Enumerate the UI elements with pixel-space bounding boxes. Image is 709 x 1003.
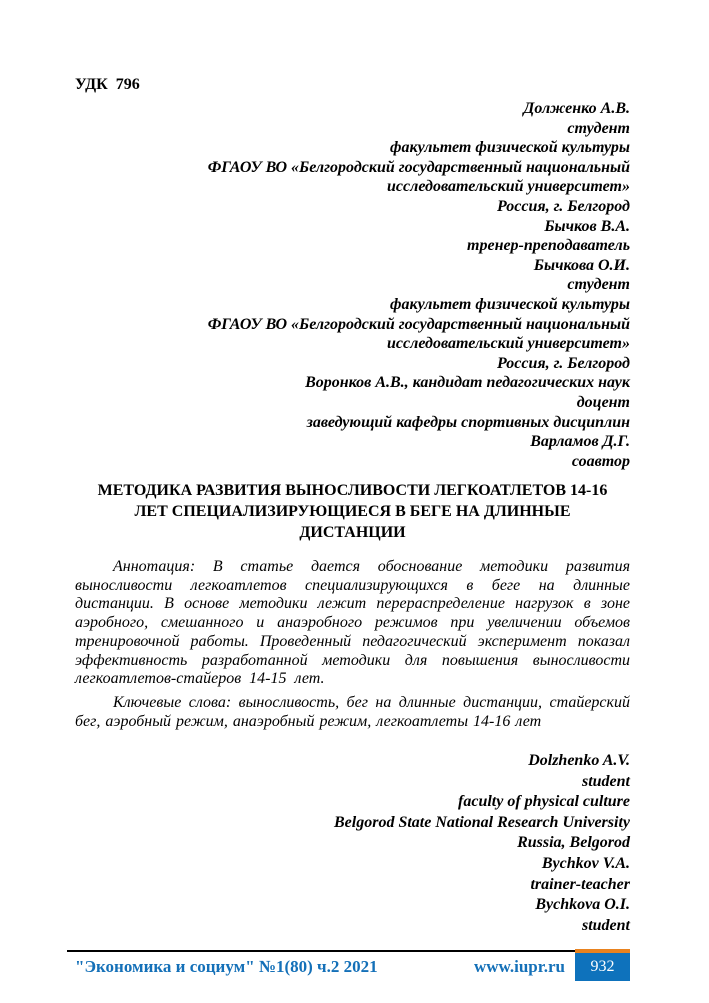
author-line: ФГАОУ ВО «Белгородский государственный национальный (207, 158, 630, 176)
author-line-en: faculty of physical culture (458, 793, 630, 811)
author-line: ФГАОУ ВО «Белгородский государственный национальный (207, 315, 630, 333)
udc-label: УДК 796 (75, 76, 140, 93)
author-line-en: Belgorod State National Research University (334, 813, 630, 831)
author-line: доцент (576, 393, 630, 411)
author-line: студент (567, 276, 630, 294)
authors-block-ru (75, 99, 630, 471)
footer-journal-label: "Экономика и социум" №1(80) ч.2 2021 (75, 957, 378, 976)
page-number-badge (575, 949, 630, 981)
article-title (75, 480, 630, 543)
article-title-line: МЕТОДИКА РАЗВИТИЯ ВЫНОСЛИВОСТИ ЛЕГКОАТЛЕТОВ 14-16 (97, 482, 608, 499)
abstract-paragraph: Аннотация: В статье дается обоснование методики развития выносливости легкоатлетов специализирующихся в беге на длинные дистанции. В основе методики лежит перераспределение нагрузок в зоне аэробного, смешанного и анаэробного режимов при увеличении объемов тренировочной работы. Проведенный педагогический эксперимент показал эффективность разработанной методики для повышения выносливости легкоатлетов-стайеров 14-15 лет. (75, 558, 630, 688)
author-line: факультет физической культуры (390, 139, 630, 157)
author-line: соавтор (571, 452, 630, 470)
author-line-en: Bychkov V.A. (541, 854, 630, 872)
page-number: 932 (590, 958, 615, 975)
author-line: Бычкова О.И. (533, 256, 630, 274)
author-line: Россия, г. Белгород (497, 197, 630, 215)
author-line: факультет физической культуры (390, 295, 630, 313)
author-line: Воронков А.В., кандидат педагогических наук (305, 374, 630, 392)
author-line: Россия, г. Белгород (497, 354, 630, 372)
author-line: исследовательский университет» (387, 178, 630, 196)
author-line: заведующий кафедры спортивных дисциплин (306, 413, 630, 431)
authors-block-en (75, 751, 630, 936)
author-line: Варламов Д.Г. (530, 433, 630, 451)
author-line-en: student (581, 772, 630, 790)
author-line-en: Bychkova O.I. (535, 896, 630, 914)
author-line-en: Dolzhenko A.V. (528, 752, 630, 769)
footer-website-link[interactable]: www.iupr.ru (473, 957, 565, 976)
article-title-line: ДИСТАНЦИИ (299, 524, 406, 541)
author-line: тренер-преподаватель (467, 237, 630, 255)
article-title-line: ЛЕТ СПЕЦИАЛИЗИРУЮЩИЕСЯ В БЕГЕ НА ДЛИННЫЕ (134, 503, 571, 520)
author-line: исследовательский университет» (387, 335, 630, 353)
author-line: студент (567, 119, 630, 137)
footer-rule (67, 950, 575, 952)
author-line: Бычков В.А. (544, 217, 630, 235)
author-line: Долженко А.В. (523, 100, 630, 117)
author-line-en: student (581, 916, 630, 934)
keywords-paragraph: Ключевые слова: выносливость, бег на длинные дистанции, стайерский бег, аэробный режим, анаэробный режим, легкоатлеты 14-16 лет (75, 694, 630, 730)
author-line-en: trainer-teacher (530, 875, 630, 893)
author-line-en: Russia, Belgorod (517, 834, 630, 852)
